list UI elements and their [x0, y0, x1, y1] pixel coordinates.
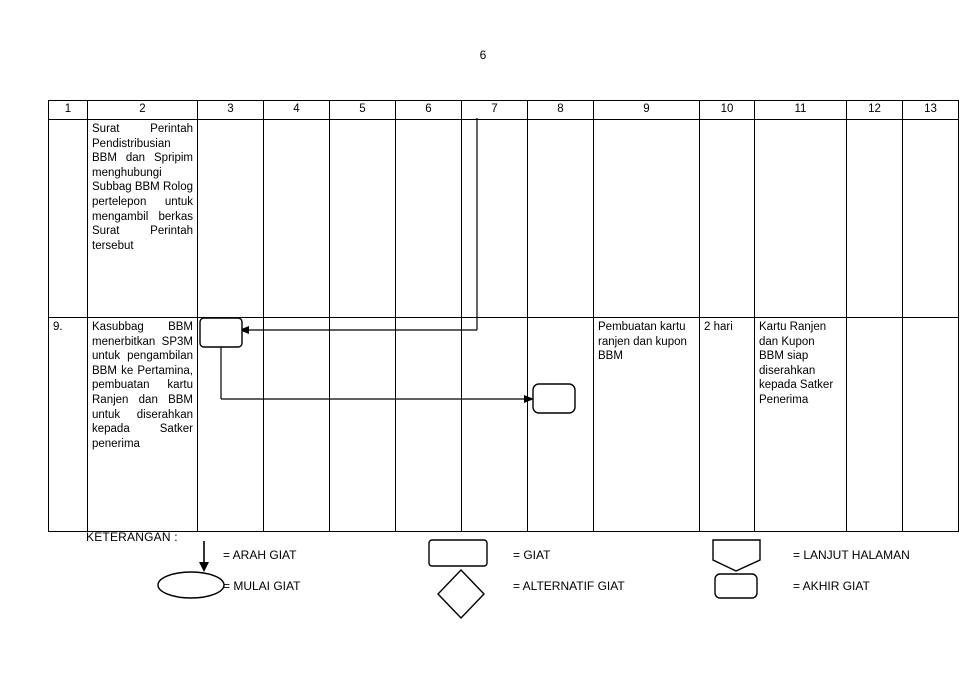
legend-label-akhir-giat: = AKHIR GIAT: [793, 579, 870, 593]
row-col12: [847, 120, 903, 318]
column-header-12: 12: [847, 101, 903, 120]
row-col13: [903, 318, 959, 532]
table-row: [49, 120, 959, 318]
row-col6: [396, 318, 462, 532]
legend-label-arah-giat: = ARAH GIAT: [223, 548, 297, 562]
page-number: 6: [479, 48, 487, 62]
row-col3: [198, 318, 264, 532]
row-result: Kartu Ranjen dan Kupon BBM siap diserahkan kepada Satker Penerima: [755, 318, 847, 532]
legend-label-mulai-giat: = MULAI GIAT: [223, 579, 301, 593]
row-number: [49, 120, 88, 318]
table-row: [49, 318, 959, 532]
legend-label-giat: = GIAT: [513, 548, 551, 562]
column-header-6: 6: [396, 101, 462, 120]
row-col8: [528, 318, 594, 532]
legend-label-alternatif-giat: = ALTERNATIF GIAT: [513, 579, 625, 593]
row-duration: [700, 120, 755, 318]
column-header-8: 8: [528, 101, 594, 120]
row-col4: [264, 120, 330, 318]
column-header-13: 13: [903, 101, 959, 120]
row-col7: [462, 120, 528, 318]
row-output: Pembuatan kartu ranjen dan kupon BBM: [594, 318, 700, 532]
table-header-row: [49, 101, 959, 120]
row-col3: [198, 120, 264, 318]
column-header-1: 1: [49, 101, 88, 120]
column-header-4: 4: [264, 101, 330, 120]
row-col13: [903, 120, 959, 318]
flowchart-table: [48, 100, 959, 532]
row-col5: [330, 120, 396, 318]
column-header-3: 3: [198, 101, 264, 120]
column-header-11: 11: [755, 101, 847, 120]
column-header-9: 9: [594, 101, 700, 120]
legend-label-lanjut-halaman: = LANJUT HALAMAN: [793, 548, 910, 562]
column-header-10: 10: [700, 101, 755, 120]
row-col7: [462, 318, 528, 532]
legend-shapes: [48, 524, 920, 634]
legend: [48, 524, 920, 634]
column-header-7: 7: [462, 101, 528, 120]
column-header-2: 2: [88, 101, 198, 120]
row-output: [594, 120, 700, 318]
row-col8: [528, 120, 594, 318]
row-col5: [330, 318, 396, 532]
row-col12: [847, 318, 903, 532]
row-duration: 2 hari: [700, 318, 755, 532]
row-activity: Kasubbag BBM menerbitkan SP3M untuk pengambilan BBM ke Pertamina, pembuatan kartu Ranjen dan BBM untuk diserahkan kepada Satker penerima: [88, 318, 198, 532]
column-header-5: 5: [330, 101, 396, 120]
row-number: 9.: [49, 318, 88, 532]
row-col6: [396, 120, 462, 318]
legend-title: KETERANGAN :: [86, 530, 178, 544]
row-col4: [264, 318, 330, 532]
row-activity: Surat Perintah Pendistribusian BBM dan Spripim menghubungi Subbag BBM Rolog pertelepon untuk mengambil berkas Surat Perintah tersebut: [88, 120, 198, 318]
row-result: [755, 120, 847, 318]
